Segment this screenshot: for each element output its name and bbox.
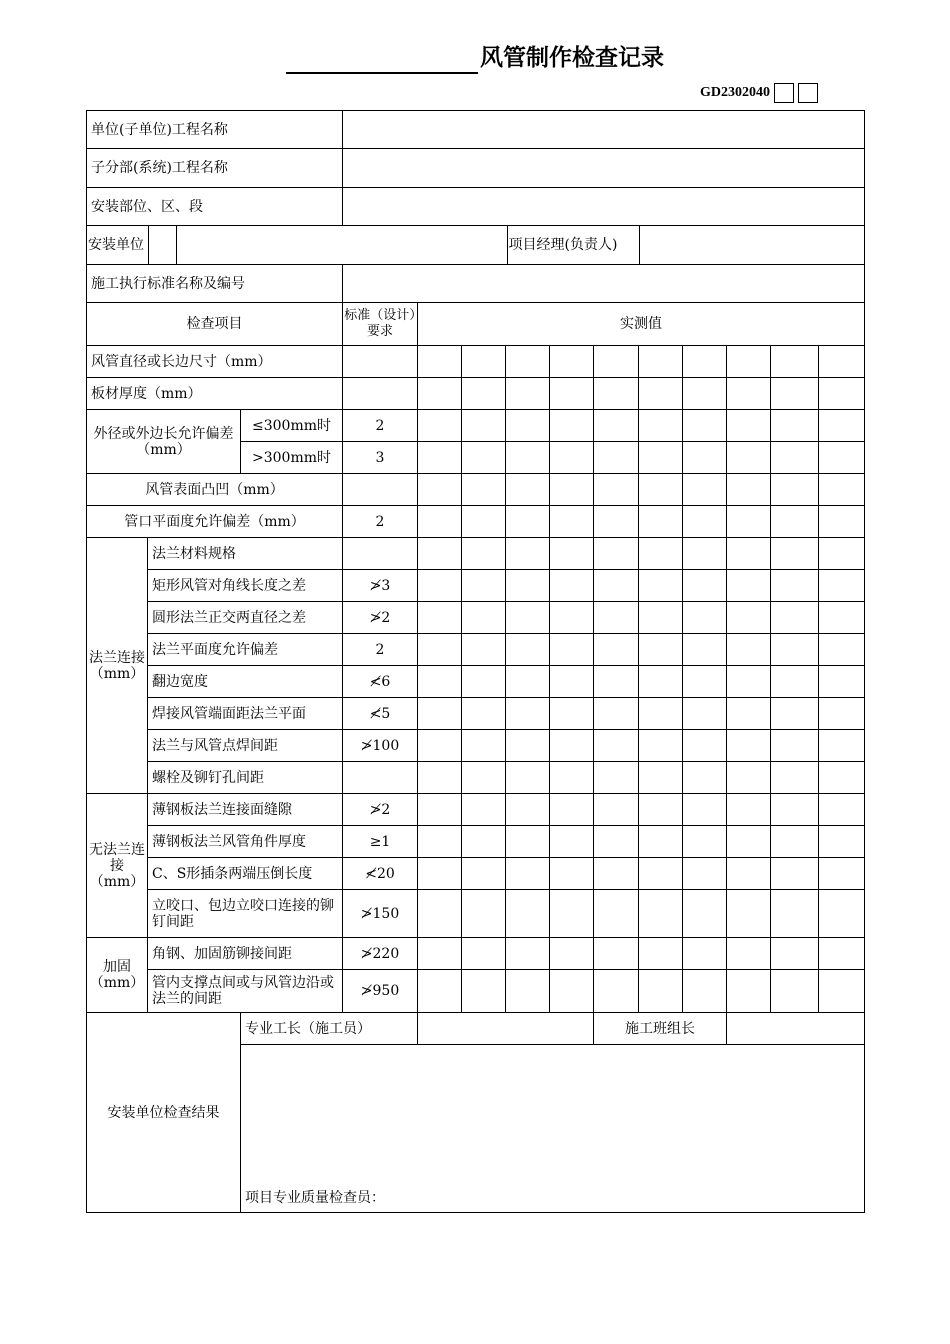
measure-cell[interactable] bbox=[639, 378, 683, 410]
measure-cell[interactable] bbox=[462, 890, 506, 938]
measure-cell[interactable] bbox=[506, 602, 550, 634]
install-unit-sub-value[interactable] bbox=[148, 226, 176, 264]
row-le300-label: ≤300mm时 bbox=[241, 410, 343, 442]
measure-cell[interactable] bbox=[639, 890, 683, 938]
measure-cell[interactable] bbox=[819, 858, 865, 890]
page-title: 风管制作检查记录 bbox=[480, 45, 664, 71]
reinforce-group-label: 加固（mm） bbox=[87, 938, 148, 1013]
measure-cell[interactable] bbox=[819, 826, 865, 858]
measure-cell[interactable] bbox=[771, 890, 819, 938]
measure-cell[interactable] bbox=[639, 698, 683, 730]
measure-cell[interactable] bbox=[727, 890, 771, 938]
measure-cell[interactable] bbox=[727, 858, 771, 890]
measure-cell[interactable] bbox=[550, 970, 594, 1013]
measure-cell[interactable] bbox=[550, 378, 594, 410]
measure-cell[interactable] bbox=[506, 570, 550, 602]
header-check-item: 检查项目 bbox=[87, 303, 343, 346]
measure-cell[interactable] bbox=[771, 474, 819, 506]
measure-cell[interactable] bbox=[506, 410, 550, 442]
noflange-item-value: ≮20 bbox=[343, 858, 418, 890]
measure-cell[interactable] bbox=[462, 538, 506, 570]
measure-cell[interactable] bbox=[506, 762, 550, 794]
measure-cell[interactable] bbox=[506, 474, 550, 506]
measure-cell[interactable] bbox=[594, 970, 639, 1013]
reinforce-item-name: 角钢、加固筋铆接间距 bbox=[148, 938, 343, 970]
measure-cell[interactable] bbox=[594, 346, 639, 378]
header-measured: 实测值 bbox=[418, 303, 865, 346]
measure-cell[interactable] bbox=[639, 570, 683, 602]
measure-cell[interactable] bbox=[683, 698, 727, 730]
measure-cell[interactable] bbox=[462, 970, 506, 1013]
measure-cell[interactable] bbox=[639, 410, 683, 442]
measure-cell[interactable] bbox=[462, 634, 506, 666]
inspector-label: 项目专业质量检查员： bbox=[245, 1190, 385, 1206]
label-standard: 施工执行标准名称及编号 bbox=[87, 265, 343, 303]
measure-cell[interactable] bbox=[683, 410, 727, 442]
measure-cell[interactable] bbox=[594, 730, 639, 762]
measure-cell[interactable] bbox=[550, 538, 594, 570]
measure-cell[interactable] bbox=[550, 698, 594, 730]
measure-cell[interactable] bbox=[727, 730, 771, 762]
row-gt300-label: >300mm时 bbox=[241, 442, 343, 474]
measure-cell[interactable] bbox=[550, 858, 594, 890]
measure-cell[interactable] bbox=[727, 970, 771, 1013]
flange-item-value: ≮6 bbox=[343, 666, 418, 698]
noflange-item-value: ≥1 bbox=[343, 826, 418, 858]
measure-cell[interactable] bbox=[462, 378, 506, 410]
noflange-item-value: ≯150 bbox=[343, 890, 418, 938]
header-standard-req: 标准（设计）要求 bbox=[343, 303, 418, 346]
title-blank-line bbox=[286, 44, 478, 74]
flange-item-name: 法兰材料规格 bbox=[148, 538, 343, 570]
form-code-row bbox=[0, 82, 818, 104]
measure-cell[interactable] bbox=[819, 442, 865, 474]
measure-cell[interactable] bbox=[639, 538, 683, 570]
measure-cell[interactable] bbox=[594, 506, 639, 538]
measure-cell[interactable] bbox=[418, 666, 462, 698]
flange-item-value: ≯2 bbox=[343, 602, 418, 634]
measure-cell[interactable] bbox=[819, 970, 865, 1013]
measure-cell[interactable] bbox=[819, 538, 865, 570]
flange-item-value bbox=[343, 538, 418, 570]
result-label: 安装单位检查结果 bbox=[87, 1013, 241, 1213]
project-manager-value[interactable] bbox=[639, 226, 864, 264]
measure-cell[interactable] bbox=[683, 602, 727, 634]
measure-cell[interactable] bbox=[727, 378, 771, 410]
measure-cell[interactable] bbox=[462, 602, 506, 634]
measure-cell[interactable] bbox=[639, 442, 683, 474]
measure-cell[interactable] bbox=[819, 666, 865, 698]
measure-cell[interactable] bbox=[594, 442, 639, 474]
measure-cell[interactable] bbox=[639, 826, 683, 858]
measure-cell[interactable] bbox=[550, 634, 594, 666]
measure-cell[interactable] bbox=[462, 442, 506, 474]
sub-project-value[interactable] bbox=[343, 149, 865, 188]
flange-item-name: 法兰平面度允许偏差 bbox=[148, 634, 343, 666]
measure-cell[interactable] bbox=[594, 538, 639, 570]
measure-cell[interactable] bbox=[594, 938, 639, 970]
measure-cell[interactable] bbox=[819, 602, 865, 634]
measure-cell[interactable] bbox=[683, 538, 727, 570]
measure-cell[interactable] bbox=[771, 970, 819, 1013]
measure-cell[interactable] bbox=[594, 634, 639, 666]
measure-cell[interactable] bbox=[506, 634, 550, 666]
measure-cell[interactable] bbox=[506, 890, 550, 938]
measure-cell[interactable] bbox=[639, 938, 683, 970]
measure-cell[interactable] bbox=[771, 826, 819, 858]
measure-cell[interactable] bbox=[462, 698, 506, 730]
measure-cell[interactable] bbox=[506, 938, 550, 970]
inspection-table bbox=[86, 110, 865, 1213]
code-box-2[interactable] bbox=[798, 83, 818, 103]
measure-cell[interactable] bbox=[639, 474, 683, 506]
measure-cell[interactable] bbox=[550, 762, 594, 794]
measure-cell[interactable] bbox=[727, 442, 771, 474]
measure-cell[interactable] bbox=[550, 410, 594, 442]
measure-cell[interactable] bbox=[683, 570, 727, 602]
measure-cell[interactable] bbox=[418, 794, 462, 826]
title-area bbox=[0, 42, 950, 74]
measure-cell[interactable] bbox=[550, 794, 594, 826]
measure-cell[interactable] bbox=[594, 410, 639, 442]
measure-cell[interactable] bbox=[727, 346, 771, 378]
row-surface-label: 风管表面凸凹（mm） bbox=[87, 474, 343, 506]
label-location: 安装部位、区、段 bbox=[87, 188, 343, 226]
standard-value[interactable] bbox=[343, 265, 865, 303]
noflange-item-name: C、S形插条两端压倒长度 bbox=[148, 858, 343, 890]
measure-cell[interactable] bbox=[683, 794, 727, 826]
measure-cell[interactable] bbox=[639, 506, 683, 538]
measure-cell[interactable] bbox=[594, 890, 639, 938]
noflange-item-name: 薄钢板法兰连接面缝隙 bbox=[148, 794, 343, 826]
measure-cell[interactable] bbox=[771, 698, 819, 730]
flange-item-name: 翻边宽度 bbox=[148, 666, 343, 698]
measure-cell[interactable] bbox=[727, 826, 771, 858]
team-leader-value[interactable] bbox=[727, 1013, 865, 1045]
measure-cell[interactable] bbox=[683, 506, 727, 538]
measure-cell[interactable] bbox=[418, 474, 462, 506]
measure-cell[interactable] bbox=[683, 666, 727, 698]
measure-cell[interactable] bbox=[550, 506, 594, 538]
measure-cell[interactable] bbox=[639, 666, 683, 698]
measure-cell[interactable] bbox=[771, 938, 819, 970]
flange-item-value bbox=[343, 762, 418, 794]
measure-cell[interactable] bbox=[462, 858, 506, 890]
measure-cell[interactable] bbox=[462, 666, 506, 698]
measure-cell[interactable] bbox=[418, 442, 462, 474]
measure-cell[interactable] bbox=[683, 346, 727, 378]
measure-cell[interactable] bbox=[639, 602, 683, 634]
measure-cell[interactable] bbox=[727, 538, 771, 570]
measure-cell[interactable] bbox=[819, 890, 865, 938]
measure-cell[interactable] bbox=[771, 570, 819, 602]
measure-cell[interactable] bbox=[771, 378, 819, 410]
row-tolerance-group-label: 外径或外边长允许偏差（mm） bbox=[87, 410, 241, 474]
measure-cell[interactable] bbox=[462, 570, 506, 602]
flange-group-label: 法兰连接（mm） bbox=[87, 538, 148, 794]
measure-cell[interactable] bbox=[550, 346, 594, 378]
measure-cell[interactable] bbox=[819, 794, 865, 826]
row-le300-value: 2 bbox=[343, 410, 418, 442]
measure-cell[interactable] bbox=[819, 730, 865, 762]
measure-cell[interactable] bbox=[418, 346, 462, 378]
measure-cell[interactable] bbox=[771, 634, 819, 666]
measure-cell[interactable] bbox=[639, 634, 683, 666]
measure-cell[interactable] bbox=[683, 634, 727, 666]
measure-cell[interactable] bbox=[418, 762, 462, 794]
measure-cell[interactable] bbox=[594, 698, 639, 730]
measure-cell[interactable] bbox=[819, 698, 865, 730]
location-value[interactable] bbox=[343, 188, 865, 226]
label-unit-project: 单位(子单位)工程名称 bbox=[87, 111, 343, 149]
flange-item-value: ≯100 bbox=[343, 730, 418, 762]
label-install-unit: 安装单位 bbox=[87, 226, 148, 264]
measure-cell[interactable] bbox=[418, 938, 462, 970]
measure-cell[interactable] bbox=[418, 634, 462, 666]
measure-cell[interactable] bbox=[418, 970, 462, 1013]
measure-cell[interactable] bbox=[550, 570, 594, 602]
measure-cell[interactable] bbox=[639, 858, 683, 890]
measure-cell[interactable] bbox=[639, 346, 683, 378]
measure-cell[interactable] bbox=[819, 474, 865, 506]
row-plate-thickness-label: 板材厚度（mm） bbox=[87, 378, 343, 410]
measure-cell[interactable] bbox=[462, 730, 506, 762]
measure-cell[interactable] bbox=[462, 938, 506, 970]
reinforce-item-value: ≯950 bbox=[343, 970, 418, 1013]
measure-cell[interactable] bbox=[506, 506, 550, 538]
measure-cell[interactable] bbox=[771, 410, 819, 442]
measure-cell[interactable] bbox=[506, 858, 550, 890]
measure-cell[interactable] bbox=[639, 970, 683, 1013]
measure-cell[interactable] bbox=[594, 794, 639, 826]
foreman-label: 专业工长（施工员） bbox=[241, 1013, 418, 1045]
measure-cell[interactable] bbox=[683, 890, 727, 938]
row-flatness-label: 管口平面度允许偏差（mm） bbox=[87, 506, 343, 538]
measure-cell[interactable] bbox=[727, 666, 771, 698]
measure-cell[interactable] bbox=[506, 794, 550, 826]
row-duct-size-label: 风管直径或长边尺寸（mm） bbox=[87, 346, 343, 378]
measure-cell[interactable] bbox=[683, 858, 727, 890]
measure-cell[interactable] bbox=[683, 826, 727, 858]
row-flatness-value: 2 bbox=[343, 506, 418, 538]
measure-cell[interactable] bbox=[771, 730, 819, 762]
measure-cell[interactable] bbox=[506, 826, 550, 858]
measure-cell[interactable] bbox=[819, 410, 865, 442]
measure-cell[interactable] bbox=[727, 474, 771, 506]
label-sub-project: 子分部(系统)工程名称 bbox=[87, 149, 343, 188]
measure-cell[interactable] bbox=[771, 346, 819, 378]
flange-item-value: ≮5 bbox=[343, 698, 418, 730]
measure-cell[interactable] bbox=[418, 538, 462, 570]
form-code: GD2302040 bbox=[700, 85, 770, 100]
flange-item-name: 矩形风管对角线长度之差 bbox=[148, 570, 343, 602]
measure-cell[interactable] bbox=[506, 346, 550, 378]
standard-cell[interactable] bbox=[343, 346, 418, 378]
measure-cell[interactable] bbox=[418, 858, 462, 890]
measure-cell[interactable] bbox=[819, 378, 865, 410]
flange-item-name: 螺栓及铆钉孔间距 bbox=[148, 762, 343, 794]
measure-cell[interactable] bbox=[462, 762, 506, 794]
flange-item-name: 焊接风管端面距法兰平面 bbox=[148, 698, 343, 730]
measure-cell[interactable] bbox=[727, 506, 771, 538]
measure-cell[interactable] bbox=[462, 346, 506, 378]
measure-cell[interactable] bbox=[683, 442, 727, 474]
measure-cell[interactable] bbox=[771, 858, 819, 890]
measure-cell[interactable] bbox=[594, 474, 639, 506]
measure-cell[interactable] bbox=[819, 938, 865, 970]
measure-cell[interactable] bbox=[550, 602, 594, 634]
measure-cell[interactable] bbox=[727, 602, 771, 634]
standard-cell[interactable] bbox=[343, 378, 418, 410]
measure-cell[interactable] bbox=[594, 378, 639, 410]
measure-cell[interactable] bbox=[639, 730, 683, 762]
measure-cell[interactable] bbox=[594, 858, 639, 890]
measure-cell[interactable] bbox=[771, 762, 819, 794]
measure-cell[interactable] bbox=[683, 938, 727, 970]
label-project-manager: 项目经理(负责人) bbox=[507, 226, 639, 264]
reinforce-item-name: 管内支撑点间或与风管边沿或法兰的间距 bbox=[148, 970, 343, 1013]
measure-cell[interactable] bbox=[462, 794, 506, 826]
measure-cell[interactable] bbox=[550, 666, 594, 698]
measure-cell[interactable] bbox=[727, 794, 771, 826]
measure-cell[interactable] bbox=[639, 794, 683, 826]
measure-cell[interactable] bbox=[418, 602, 462, 634]
measure-cell[interactable] bbox=[683, 762, 727, 794]
measure-cell[interactable] bbox=[550, 890, 594, 938]
noflange-item-name: 薄钢板法兰风管角件厚度 bbox=[148, 826, 343, 858]
measure-cell[interactable] bbox=[594, 826, 639, 858]
measure-cell[interactable] bbox=[727, 938, 771, 970]
measure-cell[interactable] bbox=[506, 698, 550, 730]
measure-cell[interactable] bbox=[771, 442, 819, 474]
measure-cell[interactable] bbox=[819, 570, 865, 602]
measure-cell[interactable] bbox=[462, 474, 506, 506]
measure-cell[interactable] bbox=[418, 506, 462, 538]
measure-cell[interactable] bbox=[683, 970, 727, 1013]
measure-cell[interactable] bbox=[550, 826, 594, 858]
measure-cell[interactable] bbox=[594, 570, 639, 602]
unit-project-value[interactable] bbox=[343, 111, 865, 149]
measure-cell[interactable] bbox=[594, 602, 639, 634]
measure-cell[interactable] bbox=[462, 410, 506, 442]
measure-cell[interactable] bbox=[462, 506, 506, 538]
inspector-signature-area[interactable] bbox=[241, 1045, 865, 1213]
measure-cell[interactable] bbox=[506, 666, 550, 698]
measure-cell[interactable] bbox=[550, 938, 594, 970]
measure-cell[interactable] bbox=[819, 346, 865, 378]
team-leader-label: 施工班组长 bbox=[594, 1013, 727, 1045]
install-unit-value[interactable] bbox=[176, 226, 507, 264]
measure-cell[interactable] bbox=[727, 698, 771, 730]
measure-cell[interactable] bbox=[771, 538, 819, 570]
noflange-group-label: 无法兰连接（mm） bbox=[87, 794, 148, 938]
measure-cell[interactable] bbox=[771, 794, 819, 826]
measure-cell[interactable] bbox=[727, 634, 771, 666]
flange-item-name: 法兰与风管点焊间距 bbox=[148, 730, 343, 762]
code-box-1[interactable] bbox=[774, 83, 794, 103]
measure-cell[interactable] bbox=[727, 410, 771, 442]
measure-cell[interactable] bbox=[506, 378, 550, 410]
measure-cell[interactable] bbox=[683, 474, 727, 506]
measure-cell[interactable] bbox=[506, 538, 550, 570]
measure-cell[interactable] bbox=[506, 970, 550, 1013]
noflange-item-name: 立咬口、包边立咬口连接的铆钉间距 bbox=[148, 890, 343, 938]
noflange-item-value: ≯2 bbox=[343, 794, 418, 826]
measure-cell[interactable] bbox=[418, 890, 462, 938]
measure-cell[interactable] bbox=[462, 826, 506, 858]
measure-cell[interactable] bbox=[418, 826, 462, 858]
measure-cell[interactable] bbox=[683, 730, 727, 762]
measure-cell[interactable] bbox=[727, 570, 771, 602]
measure-cell[interactable] bbox=[727, 762, 771, 794]
measure-cell[interactable] bbox=[506, 730, 550, 762]
flange-item-value: 2 bbox=[343, 634, 418, 666]
measure-cell[interactable] bbox=[771, 602, 819, 634]
measure-cell[interactable] bbox=[771, 666, 819, 698]
measure-cell[interactable] bbox=[771, 506, 819, 538]
measure-cell[interactable] bbox=[550, 442, 594, 474]
measure-cell[interactable] bbox=[594, 762, 639, 794]
measure-cell[interactable] bbox=[418, 570, 462, 602]
measure-cell[interactable] bbox=[418, 698, 462, 730]
row-gt300-value: 3 bbox=[343, 442, 418, 474]
measure-cell[interactable] bbox=[418, 410, 462, 442]
foreman-value[interactable] bbox=[418, 1013, 594, 1045]
measure-cell[interactable] bbox=[819, 634, 865, 666]
measure-cell[interactable] bbox=[418, 730, 462, 762]
measure-cell[interactable] bbox=[594, 666, 639, 698]
measure-cell[interactable] bbox=[683, 378, 727, 410]
measure-cell[interactable] bbox=[550, 730, 594, 762]
measure-cell[interactable] bbox=[819, 506, 865, 538]
flange-item-name: 圆形法兰正交两直径之差 bbox=[148, 602, 343, 634]
measure-cell[interactable] bbox=[639, 762, 683, 794]
standard-cell[interactable] bbox=[343, 474, 418, 506]
flange-item-value: ≯3 bbox=[343, 570, 418, 602]
measure-cell[interactable] bbox=[819, 762, 865, 794]
measure-cell[interactable] bbox=[418, 378, 462, 410]
reinforce-item-value: ≯220 bbox=[343, 938, 418, 970]
measure-cell[interactable] bbox=[550, 474, 594, 506]
measure-cell[interactable] bbox=[506, 442, 550, 474]
